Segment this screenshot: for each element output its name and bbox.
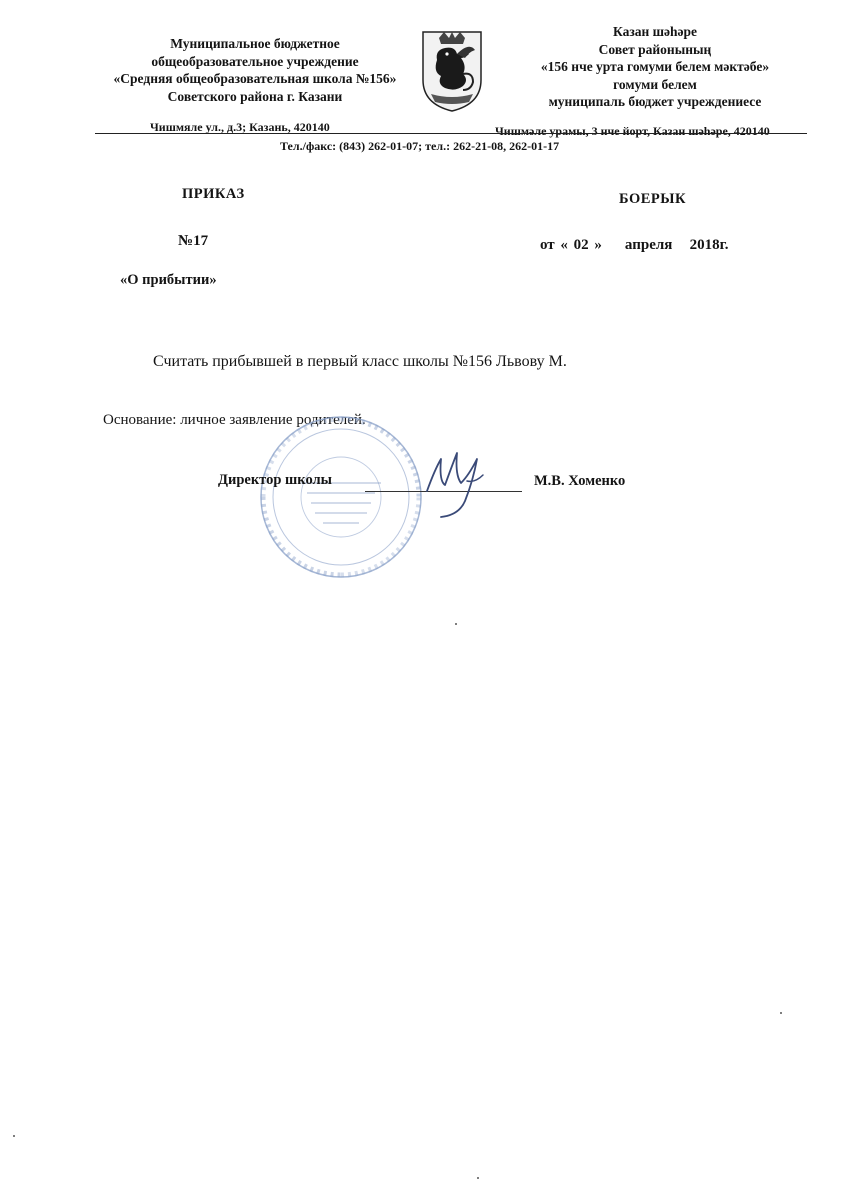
header-right-block	[500, 23, 810, 111]
header-right-line: Совет районының	[598, 41, 712, 57]
header-left-line: Советского района г. Казани	[167, 88, 343, 104]
order-subject: «О прибытии»	[120, 272, 217, 288]
order-basis: Основание: личное заявление родителей.	[103, 412, 366, 428]
header-left-line: Муниципальное бюджетное	[170, 36, 340, 51]
director-title: Директор школы	[218, 472, 332, 488]
header-right-line: гомуми белем	[613, 76, 697, 92]
header-right-line: Казан шәһәре	[612, 24, 698, 39]
handwritten-signature-icon	[405, 445, 505, 520]
order-title-tat: БОЕРЫК	[619, 191, 687, 207]
address-right: Чишмәле урамы, 3 нче йорт, Казан шәһәре, 420140	[495, 124, 770, 138]
address-left: Чишмяле ул., д.3; Казань, 420140	[150, 120, 330, 134]
header-left-line: «Средняя общеобразовательная школа №156»	[113, 71, 397, 86]
scan-speck	[13, 1135, 15, 1137]
header-right-line: «156 нче урта гомуми белем мәктәбе»	[540, 59, 770, 74]
kazan-coat-of-arms-icon	[417, 28, 487, 113]
order-body-text: Считать прибывшей в первый класс школы №156 Львову М.	[153, 353, 567, 370]
phone-numbers: Тел./факс: (843) 262-01-07; тел.: 262-21-08, 262-01-17	[280, 139, 560, 153]
order-title-ru: ПРИКАЗ	[182, 186, 245, 202]
director-name: М.В. Хоменко	[534, 473, 626, 489]
scan-speck	[477, 1177, 479, 1179]
header-left-line: общеобразовательное учреждение	[151, 53, 359, 69]
order-date: от « 02 » апреля 2018г.	[540, 237, 729, 253]
scan-speck	[455, 623, 457, 625]
header-left-block	[95, 35, 415, 105]
scan-speck	[780, 1012, 782, 1014]
order-number: №17	[178, 233, 209, 249]
header-right-line: муниципаль бюджет учреждениесе	[548, 94, 762, 109]
header-divider	[95, 133, 807, 134]
round-school-stamp-icon	[257, 413, 425, 581]
